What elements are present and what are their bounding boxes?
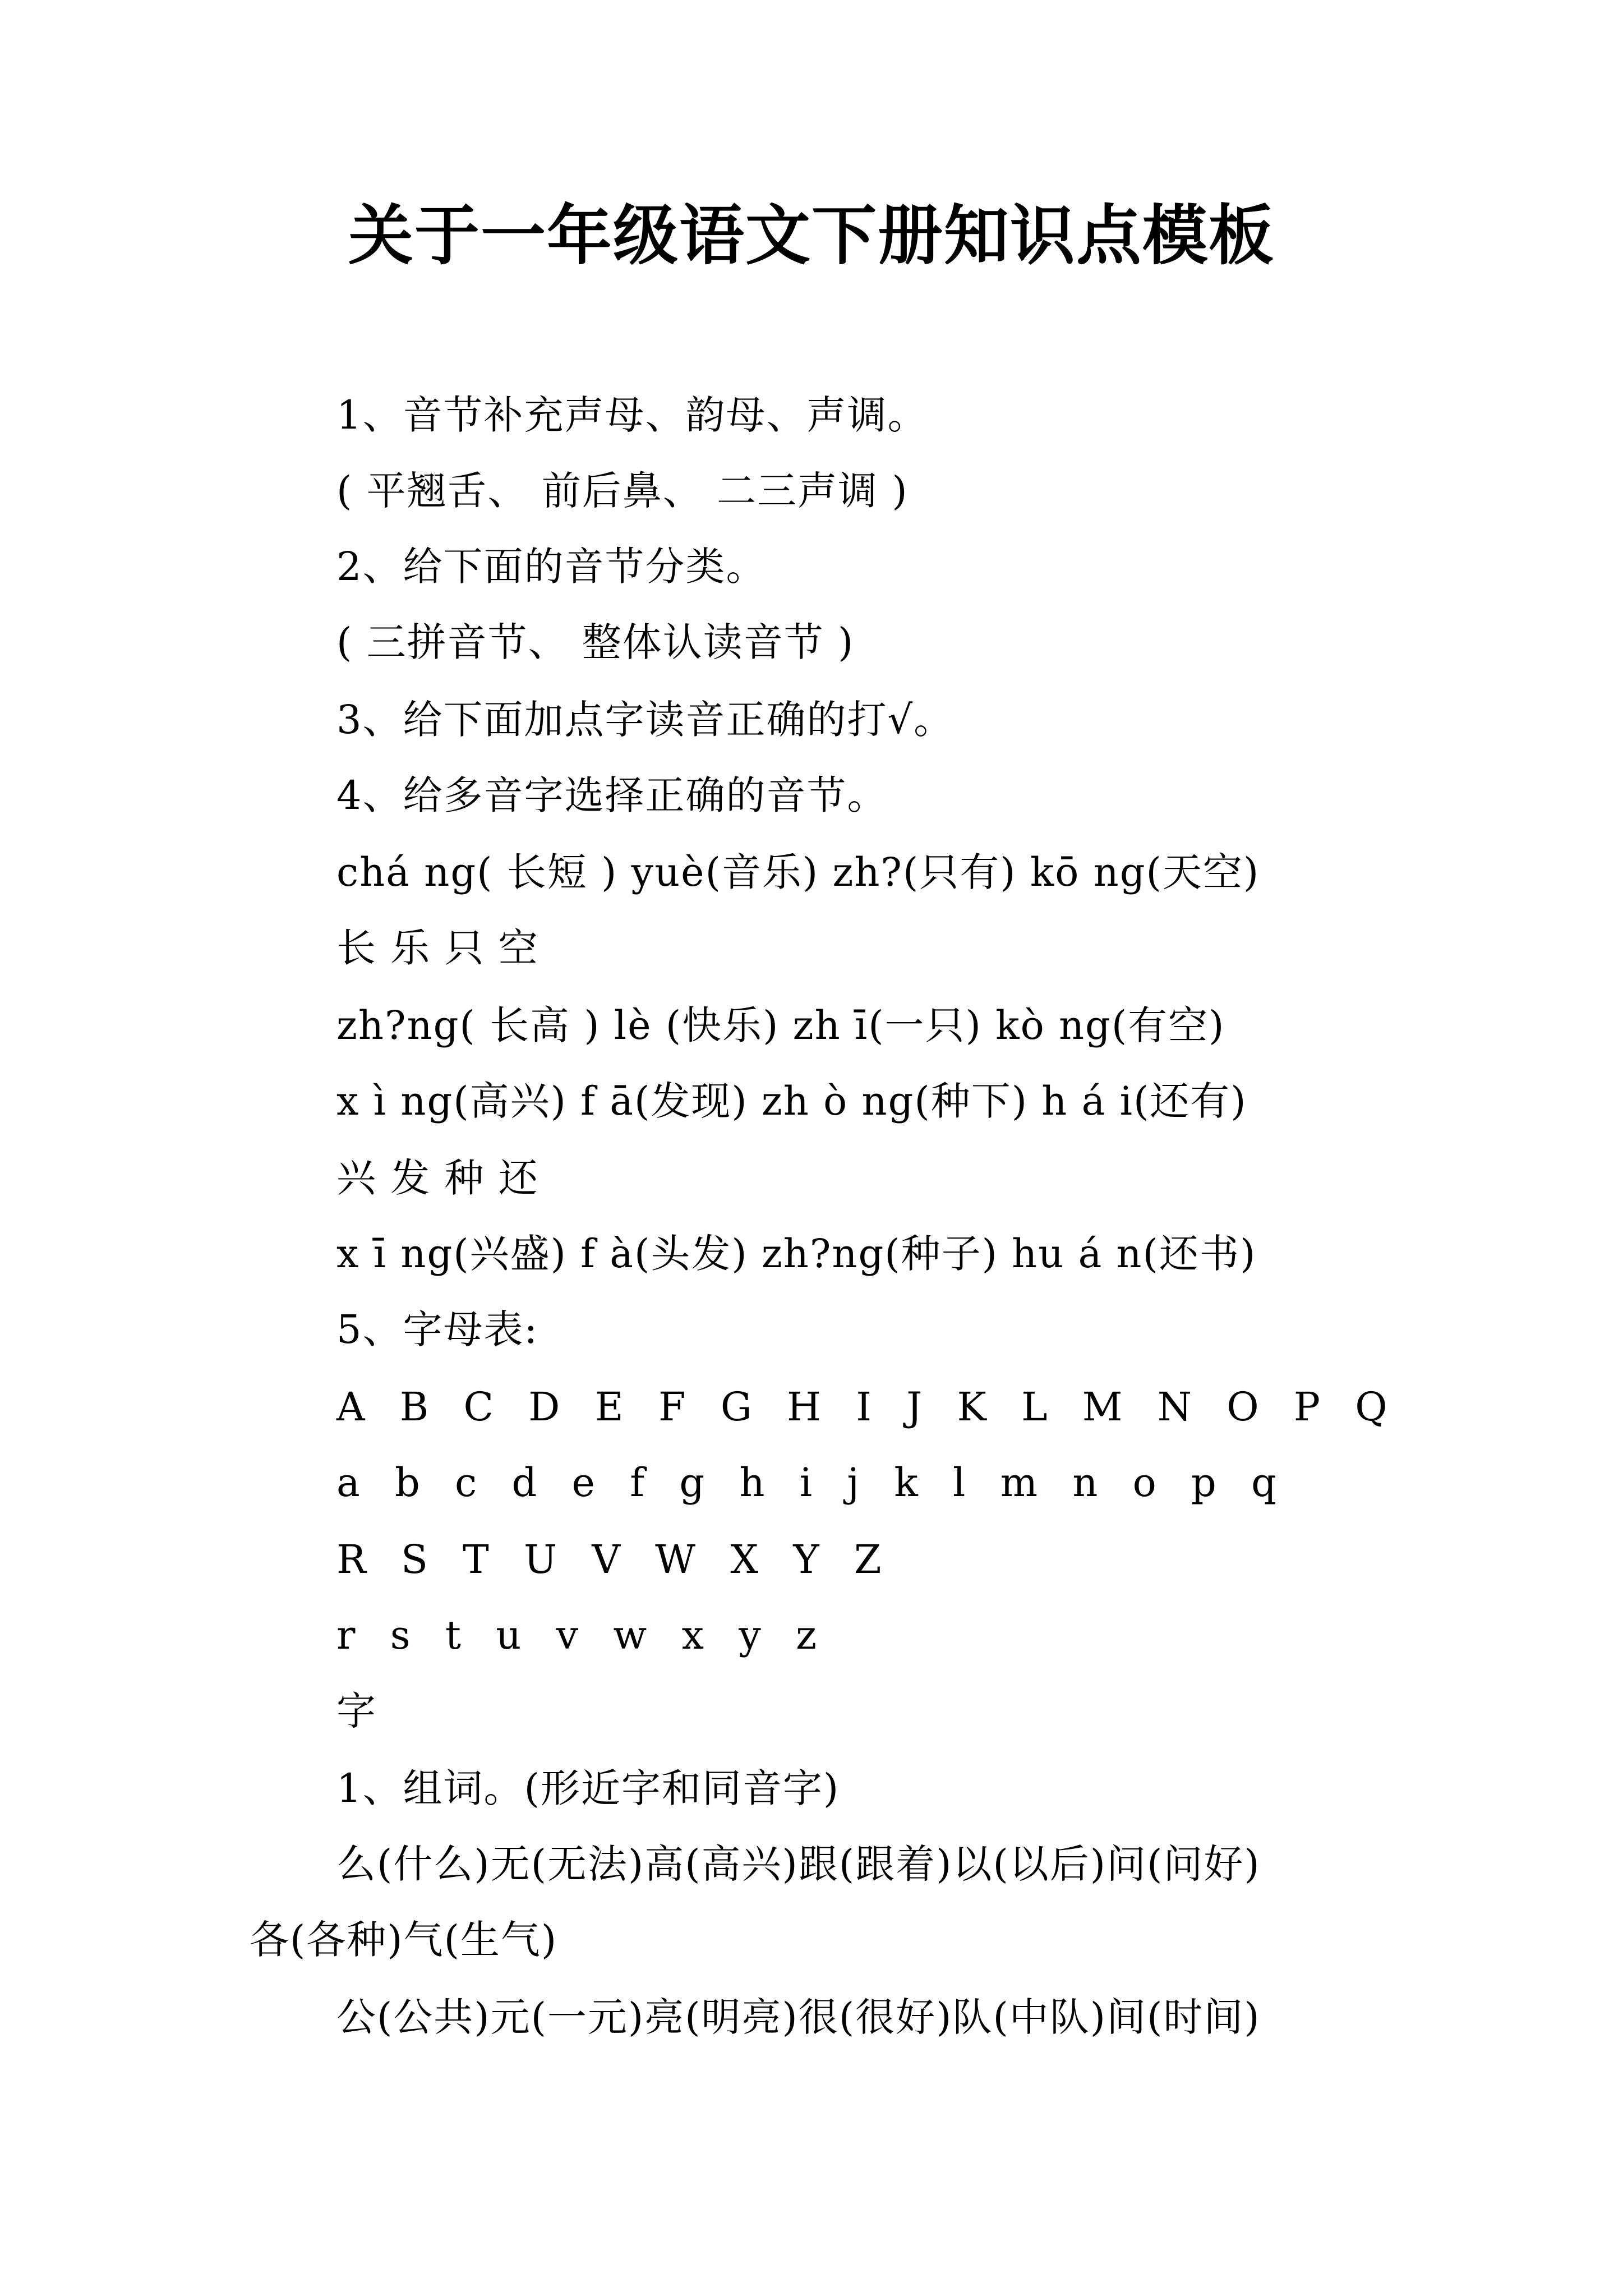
pinyin-line: x ī ng(兴盛) f à(头发) zh?ng(种子) hu á n(还书): [336, 1231, 1257, 1277]
pinyin-line: zh?ng( 长高 ) lè (快乐) zh ī(一只) kò ng(有空): [336, 1002, 1225, 1048]
document-title: 关于一年级语文下册知识点模板: [348, 197, 1275, 274]
text-line: 1、音节补充声母、韵母、声调。: [336, 392, 928, 438]
pinyin-line: chá ng( 长短 ) yuè(音乐) zh?(只有) kō ng(天空): [336, 849, 1260, 895]
text-line: 4、给多音字选择正确的音节。: [336, 772, 888, 818]
pinyin-line: x ì ng(高兴) f ā(发现) zh ò ng(种下) h á i(还有): [336, 1078, 1247, 1124]
section-heading: 字: [336, 1688, 377, 1734]
alphabet-uppercase-line: A B C D E F G H I J K L M N O P Q: [336, 1384, 1399, 1430]
alphabet-lowercase-line: r s t u v w x y z: [336, 1612, 828, 1658]
polyphone-chars-line: 兴 发 种 还: [336, 1155, 539, 1201]
text-line: ( 三拼音节、 整体认读音节 ): [336, 619, 855, 665]
text-line: 3、给下面加点字读音正确的打√。: [336, 697, 955, 743]
text-line: 2、给下面的音节分类。: [336, 544, 767, 590]
word-group-line: 么(什么)无(无法)高(高兴)跟(跟着)以(以后)问(问好): [336, 1841, 1261, 1887]
word-group-line: 公(公共)元(一元)亮(明亮)很(很好)队(中队)间(时间): [336, 1994, 1261, 2040]
word-group-line: 各(各种)气(生气): [250, 1917, 558, 1963]
text-line: 5、字母表:: [336, 1306, 539, 1352]
polyphone-chars-line: 长 乐 只 空: [336, 925, 539, 971]
text-line: 1、组词。(形近字和同音字): [336, 1765, 840, 1811]
alphabet-lowercase-line: a b c d e f g h i j k l m n o p q: [336, 1460, 1288, 1506]
alphabet-uppercase-line: R S T U V W X Y Z: [336, 1536, 893, 1582]
text-line: ( 平翘舌、 前后鼻、 二三声调 ): [336, 468, 909, 514]
